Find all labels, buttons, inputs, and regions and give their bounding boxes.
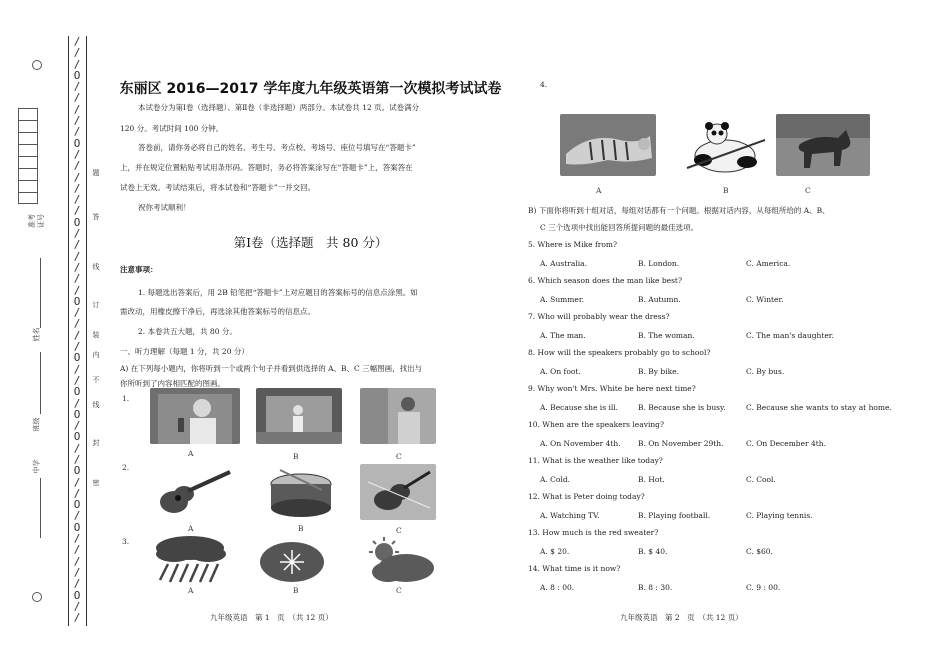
seal-char: 不 (92, 376, 100, 384)
option-c: C. 9 : 00. (746, 583, 781, 592)
option-label: A (188, 449, 194, 458)
drum-icon (266, 464, 336, 520)
question-text: 9. Why won't Mrs. White be here next time? (528, 384, 696, 393)
question-number: 2. (122, 463, 130, 472)
part-title: 一、听力理解（每题 1 分，共 20 分） (120, 347, 249, 356)
option-c: C. By bus. (746, 367, 785, 376)
binder-hole-bottom (32, 592, 42, 602)
option-label: C (805, 186, 811, 195)
intro-line: 上，并在规定位置粘贴考试用条形码。答题时，务必将答案涂写在“答题卡”上，答案答在 (120, 163, 413, 172)
option-b: B. Autumn. (638, 295, 681, 304)
option-a: A. Cold. (540, 475, 571, 484)
option-b: B. Because she is busy. (638, 403, 726, 412)
exam-number-boxes (18, 108, 38, 204)
option-c: C. The man's daughter. (746, 331, 834, 340)
binding-margin (0, 0, 110, 658)
sun-cloud-icon (358, 536, 438, 586)
question-text: 12. What is Peter doing today? (528, 492, 645, 501)
option-c: C. Because she wants to stay at home. (746, 403, 892, 412)
binder-hole-top (32, 60, 42, 70)
violin-icon (360, 464, 436, 520)
option-c: C. $60. (746, 547, 773, 556)
question-text: 11. What is the weather like today? (528, 456, 663, 465)
question-text: 6. Which season does the man like best? (528, 276, 682, 285)
exam-number-label: 准考证号 (28, 214, 45, 228)
intro-line: 试卷上无效。考试结束后，将本试卷和“答题卡”一并交回。 (120, 183, 316, 192)
option-a: A. Watching TV. (540, 511, 600, 520)
tiger-image (560, 114, 656, 176)
option-a: A. The man. (540, 331, 586, 340)
class-line (40, 352, 41, 414)
question-text: 14. What time is it now? (528, 564, 621, 573)
name-label: 姓名 (32, 327, 41, 342)
question-number: 3. (122, 537, 130, 546)
panda-image (677, 120, 773, 174)
option-label: C (396, 452, 402, 461)
option-b: B. By bike. (638, 367, 679, 376)
option-label: B (293, 452, 299, 461)
part-instruction: 你所听到了内容相匹配的图画。 (120, 379, 225, 388)
section-title: 第Ⅰ卷（选择题 共 80 分） (233, 235, 388, 250)
option-label: C (396, 526, 402, 535)
intro-line: 本试卷分为第Ⅰ卷（选择题）、第Ⅱ卷（非选择题）两部分。本试卷共 12 页。试卷满分 (138, 103, 420, 112)
seal-char: 线 (92, 401, 100, 409)
option-label: B (293, 586, 299, 595)
seal-char: 题 (92, 169, 100, 177)
intro-line: 120 分。考试时间 100 分钟。 (120, 124, 224, 133)
page-footer: 九年级英语 第 2 页 （共 12 页） (620, 613, 743, 622)
option-a: A. Australia. (540, 259, 588, 268)
seal-char: 密 (92, 479, 100, 487)
option-a: A. Because she is ill. (540, 403, 619, 412)
seal-char: 答 (92, 213, 100, 221)
option-a: A. On November 4th. (540, 439, 621, 448)
option-a: A. Summer. (540, 295, 584, 304)
note-line: 需改动，用橡皮擦干净后，再选涂其他答案标号的信息点。 (120, 307, 315, 316)
guitar-icon (152, 464, 236, 520)
option-c: C. Cool. (746, 475, 776, 484)
option-b: B. Playing football. (638, 511, 711, 520)
intro-line: 答卷前，请你务必将自己的姓名、考生号、考点校、考场号、座位号填写在“答题卡” (138, 143, 416, 152)
seal-char: 订 (92, 301, 100, 309)
option-c: C. Winter. (746, 295, 784, 304)
school-label: 中学 (32, 459, 41, 474)
class-label: 班级 (32, 417, 41, 432)
wolf-image (776, 114, 870, 176)
question-text: 8. How will the speakers probably go to school? (528, 348, 711, 357)
option-label: A (188, 586, 194, 595)
question-number: 1. (122, 394, 130, 403)
seal-char: 线 (92, 263, 100, 271)
exam-title: 东丽区 2016—2017 学年度九年级英语第一次模拟考试试卷 (119, 81, 502, 97)
part-instruction: C 三个选项中找出能回答所提问题的最佳选项。 (540, 223, 699, 232)
snow-cloud-icon (258, 536, 326, 586)
option-a: A. $ 20. (540, 547, 570, 556)
option-label: A (188, 524, 194, 533)
option-b: B. $ 40. (638, 547, 668, 556)
question-number: 4. (540, 80, 548, 89)
option-label: A (596, 186, 602, 195)
question-text: 7. Who will probably wear the dress? (528, 312, 670, 321)
uniform-photo-image (360, 388, 436, 444)
option-label: C (396, 586, 402, 595)
question-text: 13. How much is the red sweater? (528, 528, 659, 537)
part-instruction: B) 下面你将听到十组对话，每组对话都有一个问题。根据对话内容，从每组所给的 A、B、 (528, 206, 830, 215)
note-line: 1. 每题选出答案后，用 2B 铅笔把“答题卡”上对应题目的答案标号的信息点涂黑。如 (138, 288, 418, 297)
seal-line-left (68, 36, 69, 626)
name-line (40, 258, 41, 328)
seal-line-right (86, 36, 87, 626)
option-c: C. Playing tennis. (746, 511, 813, 520)
option-b: B. 8 : 30. (638, 583, 673, 592)
question-text: 5. Where is Mike from? (528, 240, 618, 249)
option-a: A. On foot. (540, 367, 581, 376)
seal-dashed-line: / / / O / / / / / O / / / / / / O / / / / / / O / / / / O / / O / O / O / / O / / O / O / / / / / O / / (73, 35, 81, 625)
option-c: C. On December 4th. (746, 439, 827, 448)
option-b: B. Hot. (638, 475, 665, 484)
option-b: B. On November 29th. (638, 439, 724, 448)
part-instruction: A) 在下列每小题内，你将听到一个或两个句子并看到供选择的 A、B、C 三幅图画，找出与 (120, 364, 423, 373)
option-label: B (723, 186, 729, 195)
classroom-photo-image (256, 388, 342, 444)
note-line: 2. 本卷共五大题，共 80 分。 (138, 327, 237, 336)
seal-char: 封 (92, 439, 100, 447)
question-text: 10. When are the speakers leaving? (528, 420, 665, 429)
intro-line: 祝你考试顺利！ (138, 203, 191, 212)
school-line (40, 478, 41, 538)
option-b: B. London. (638, 259, 680, 268)
option-b: B. The woman. (638, 331, 695, 340)
seal-char: 内 (92, 351, 100, 359)
page-footer: 九年级英语 第 1 页 （共 12 页） (210, 613, 333, 622)
seal-char: 装 (92, 331, 100, 339)
option-label: B (298, 524, 304, 533)
rain-cloud-icon (148, 534, 232, 586)
option-c: C. America. (746, 259, 791, 268)
notes-title: 注意事项： (120, 265, 158, 274)
option-a: A. 8 : 00. (540, 583, 575, 592)
woman-photo-image (150, 388, 240, 444)
